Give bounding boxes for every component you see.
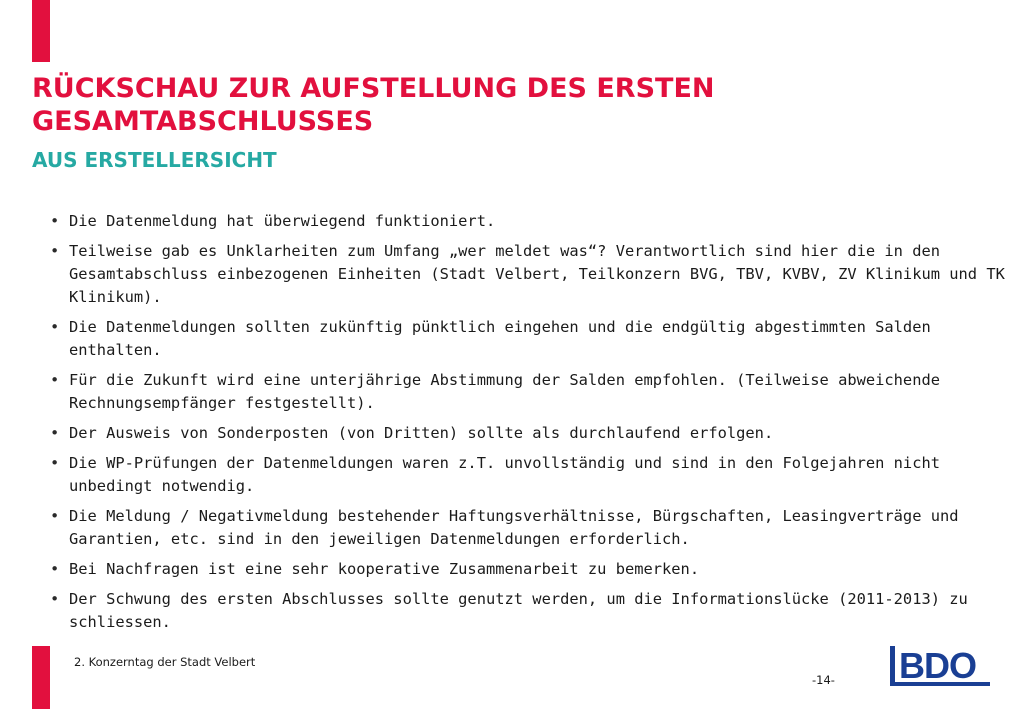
slide-title: RÜCKSCHAU ZUR AUFSTELLUNG DES ERSTEN GESAMTABSCHLUSSES	[32, 73, 715, 137]
slide-subtitle: AUS ERSTELLERSICHT	[32, 148, 277, 172]
logo-bar	[890, 646, 895, 682]
accent-bar-bottom	[32, 646, 50, 709]
bullet-item: • Bei Nachfragen ist eine sehr kooperative Zusammenarbeit zu bemerken.	[50, 558, 1010, 581]
bullet-item: • Die Meldung / Negativmeldung bestehender Haftungsverhältnisse, Bürgschaften, Leasingverträge und Garantien, etc. sind in den jeweiligen Datenmeldungen erforderlich.	[50, 505, 1010, 551]
bullet-item: • Für die Zukunft wird eine unterjährige Abstimmung der Salden empfohlen. (Teilweise abweichende Rechnungsempfänger festgestellt).	[50, 369, 1010, 415]
bdo-logo	[890, 642, 990, 690]
bullet-item: • Teilweise gab es Unklarheiten zum Umfang „wer meldet was“? Verantwortlich sind hier die in den Gesamtabschluss einbezogenen Einheiten (Stadt Velbert, Teilkonzern BVG, TBV, KVBV, ZV Klinikum und TK Klinikum).	[50, 240, 1010, 309]
page-number: -14-	[812, 673, 835, 687]
accent-bar-top	[32, 0, 50, 62]
bullet-item: • Der Schwung des ersten Abschlusses sollte genutzt werden, um die Informationslücke (2011-2013) zu schliessen.	[50, 588, 1010, 634]
bullet-item: • Die Datenmeldungen sollten zukünftig pünktlich eingehen und die endgültig abgestimmten Salden enthalten.	[50, 316, 1010, 362]
bullet-item: • Die WP-Prüfungen der Datenmeldungen waren z.T. unvollständig und sind in den Folgejahren nicht unbedingt notwendig.	[50, 452, 1010, 498]
bullet-item: • Der Ausweis von Sonderposten (von Dritten) sollte als durchlaufend erfolgen.	[50, 422, 1010, 445]
bullet-item: • Die Datenmeldung hat überwiegend funktioniert.	[50, 210, 1010, 233]
bullet-list	[50, 210, 1010, 641]
logo-text: BDO	[899, 645, 976, 686]
footer-event-name: 2. Konzerntag der Stadt Velbert	[74, 655, 256, 669]
